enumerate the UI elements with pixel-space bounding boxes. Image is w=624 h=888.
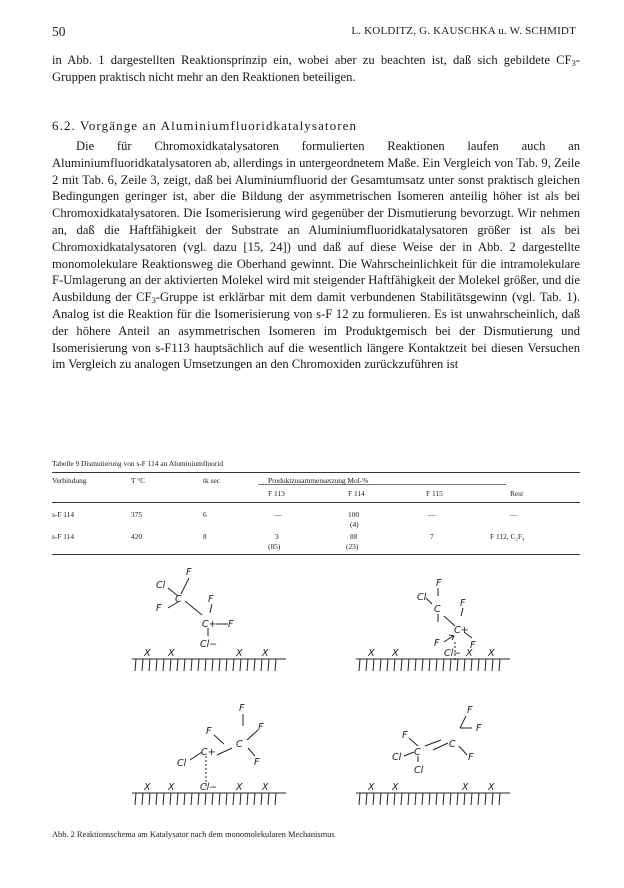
surface-hatch bbox=[415, 659, 416, 671]
figB-F-bottom: F bbox=[434, 638, 440, 649]
surface-hatch bbox=[471, 659, 472, 671]
row1-f115: — bbox=[428, 510, 436, 519]
row1-f114: 100 bbox=[348, 510, 360, 519]
surface-hatch bbox=[457, 659, 458, 671]
surface-hatch bbox=[422, 659, 423, 671]
figA-Cl: Cl bbox=[156, 580, 166, 591]
th-f113: F 113 bbox=[268, 489, 285, 498]
figA-X3: X bbox=[236, 648, 243, 659]
surface-hatch bbox=[184, 659, 185, 671]
surface-hatch bbox=[464, 659, 465, 671]
surface-hatch bbox=[436, 793, 437, 805]
th-f114: F 114 bbox=[348, 489, 365, 498]
figB-C: C bbox=[434, 604, 441, 615]
figA-C: C bbox=[175, 594, 182, 605]
figD-C2: C bbox=[449, 739, 456, 750]
surface-hatch bbox=[219, 793, 220, 805]
surface-hatch bbox=[163, 659, 164, 671]
surface-hatch bbox=[247, 659, 248, 671]
figD-X4: X bbox=[488, 782, 495, 793]
surface-hatch bbox=[394, 659, 395, 671]
figB-Cl: Cl bbox=[417, 592, 427, 603]
surface-hatch bbox=[191, 659, 192, 671]
surface-hatch bbox=[408, 659, 409, 671]
surface-hatch bbox=[485, 793, 486, 805]
figA-F-right: F bbox=[208, 594, 214, 605]
figA-X4: X bbox=[262, 648, 269, 659]
figD-F-left: F bbox=[402, 730, 408, 741]
page-number: 50 bbox=[52, 24, 66, 39]
row1-tk: 6 bbox=[203, 510, 207, 519]
figA-F-cplus: F bbox=[228, 619, 234, 630]
surface-hatch bbox=[422, 793, 423, 805]
row2-f114: 88 bbox=[350, 532, 358, 541]
surface-hatch bbox=[359, 793, 360, 805]
row1-verbindung: s-F 114 bbox=[52, 510, 75, 519]
surface-hatch bbox=[492, 793, 493, 805]
th-temp: T °C bbox=[131, 476, 146, 485]
surface-hatch bbox=[261, 793, 262, 805]
surface-hatch bbox=[380, 659, 381, 671]
surface-hatch bbox=[142, 659, 143, 671]
table-rule-top bbox=[52, 472, 580, 473]
figC-X4: X bbox=[262, 782, 269, 793]
figD-X2: X bbox=[392, 782, 399, 793]
surface-hatch bbox=[247, 793, 248, 805]
figC-F-top: F bbox=[239, 703, 245, 714]
figA-X1: X bbox=[144, 648, 151, 659]
paragraph-2: Die für Chromoxidkatalysatoren formulierten Reaktionen laufen auch an Aluminiumfluoridkatalysatoren ab, allerdings in untergeordnetem Maße. Ein Vergleich von Tab. 9, Zeile 2 mit Tab. 6, Zeile 3, zeigt, daß bei Aluminiumfluorid der Gesamtumsatz unter sonst praktisch gleichen Bedingungen geringer ist, aber die Bildung der asymmetrischen Isomeren anteilig höher ist als bei Chromoxidkatalysatoren. Die Isomerisierung wird gegenüber der Dismutierung bevorzugt. Wir nehmen an, daß die Haftfähigkeit der Substrate an Aluminiumfluoridkatalysatoren größer ist als bei Chromoxidkatalysatoren (vgl. dazu [15, 24]) und daß auf diese Weise der in Abb. 2 dargestellte monomolekulare Reaktionsweg die Oberhand gewinnt. Die Wahrscheinlichkeit für die intramolekulare F-Umlagerung an der aktivierten Molekel wird mit steigender Haftfähigkeit der Molekel größer, und die Ausbildung der $CF_3$-Gruppe ist erklärbar mit dem damit verbundenen Stabilitätsgewinn (vgl. Tab. 1). Analog ist die Reaktion für die Isomerisierung von s-F 12 zu formulieren. Es ist unwahrscheinlich, daß der höhere Anteil an asymmetrischen Isomeren im Produktgemisch bei der Dismutierung und Isomerisierung von s-F113 hauptsächlich auf die wesentlich längere Kontaktzeit bei diesen Versuchen im Vergleich zu analogen Umsetzungen an den Chromoxiden zurückzuführen ist bbox=[52, 139, 580, 372]
row1-rest: — bbox=[510, 510, 518, 519]
figA-Cl-minus: Cl− bbox=[200, 639, 218, 650]
surface-hatch bbox=[233, 793, 234, 805]
surface-hatch bbox=[436, 659, 437, 671]
surface-hatch bbox=[170, 659, 171, 671]
row2-f114-paren: (23) bbox=[346, 542, 359, 551]
surface-hatch bbox=[163, 793, 164, 805]
running-head: L. KOLDITZ, G. KAUSCHKA u. W. SCHMIDT bbox=[351, 25, 576, 37]
figD-F-top: F bbox=[467, 705, 473, 716]
row1-f114-paren: (4) bbox=[350, 520, 359, 529]
figB-Cl-minus: Cl− bbox=[444, 648, 462, 659]
figB-X3: X bbox=[466, 648, 473, 659]
surface-hatch bbox=[191, 793, 192, 805]
row2-f113-paren: (85) bbox=[268, 542, 281, 551]
figC-Cl: Cl bbox=[177, 758, 187, 769]
surface-hatch bbox=[142, 793, 143, 805]
figB-C-plus: C+ bbox=[454, 625, 469, 636]
surface-hatch bbox=[443, 793, 444, 805]
figC-F-left: F bbox=[206, 726, 212, 737]
row2-verbindung: s-F 114 bbox=[52, 532, 75, 541]
surface-hatch bbox=[380, 793, 381, 805]
surface-hatch bbox=[275, 793, 276, 805]
figD-X3: X bbox=[462, 782, 469, 793]
surface-hatch bbox=[366, 659, 367, 671]
figD-F-right: F bbox=[476, 723, 482, 734]
surface-hatch bbox=[240, 659, 241, 671]
row1-temp: 375 bbox=[131, 510, 143, 519]
figD-Cl-left: Cl bbox=[392, 752, 402, 763]
figC-C-plus: C+ bbox=[201, 747, 216, 758]
figD-C1: C bbox=[414, 747, 421, 758]
surface-hatch bbox=[499, 793, 500, 805]
th-tk: tk sec bbox=[203, 476, 221, 485]
figD-F-lower: F bbox=[468, 752, 474, 763]
surface-hatch bbox=[387, 659, 388, 671]
figA-X2: X bbox=[168, 648, 175, 659]
table-caption: Tabelle 9 Dismutierung von s-F 114 an Aluminiumfluorid bbox=[52, 459, 224, 468]
figD-X1: X bbox=[368, 782, 375, 793]
surface-hatch bbox=[359, 659, 360, 671]
figA-F-top: F bbox=[186, 567, 192, 578]
th-verbindung: Verbindung bbox=[52, 476, 87, 485]
surface-hatch bbox=[478, 659, 479, 671]
figB-X1: X bbox=[368, 648, 375, 659]
surface-hatch bbox=[373, 659, 374, 671]
surface-hatch bbox=[275, 659, 276, 671]
surface-hatch bbox=[415, 793, 416, 805]
row2-f113: 3 bbox=[275, 532, 279, 541]
page-header bbox=[52, 24, 576, 42]
surface-hatch bbox=[226, 793, 227, 805]
surface-hatch bbox=[464, 793, 465, 805]
surface-hatch bbox=[429, 659, 430, 671]
figC-X1: X bbox=[144, 782, 151, 793]
figB-F-right: F bbox=[460, 598, 466, 609]
surface-hatch bbox=[149, 659, 150, 671]
paragraph-1: in Abb. 1 dargestellten Reaktionsprinzip ein, wobei aber zu beachten ist, daß sich gebildete $CF_3$-Gruppen praktisch nicht mehr an den Reaktionen beteiligen. bbox=[52, 53, 580, 84]
figure-caption: Abb. 2 Reaktionsschema am Katalysator nach dem monomolekularen Mechanismus bbox=[52, 830, 335, 839]
surface-hatch bbox=[135, 793, 136, 805]
figA-C-plus: C+ bbox=[202, 619, 217, 630]
surface-hatch bbox=[198, 659, 199, 671]
surface-hatch bbox=[184, 793, 185, 805]
row1-f113: — bbox=[274, 510, 282, 519]
surface-hatch bbox=[450, 793, 451, 805]
surface-hatch bbox=[366, 793, 367, 805]
surface-hatch bbox=[408, 793, 409, 805]
th-f115: F 115 bbox=[426, 489, 443, 498]
surface-hatch bbox=[135, 659, 136, 671]
surface-hatch bbox=[233, 659, 234, 671]
reaction-scheme-svg bbox=[52, 560, 580, 826]
th-rest: Rest bbox=[510, 489, 524, 498]
surface-hatch bbox=[212, 793, 213, 805]
surface-hatch bbox=[268, 793, 269, 805]
surface-hatch bbox=[170, 793, 171, 805]
row2-f115: 7 bbox=[430, 532, 434, 541]
surface-hatch bbox=[499, 659, 500, 671]
surface-hatch bbox=[492, 659, 493, 671]
surface-hatch bbox=[240, 793, 241, 805]
figC-C: C bbox=[236, 739, 243, 750]
surface-hatch bbox=[471, 793, 472, 805]
surface-hatch bbox=[443, 659, 444, 671]
surface-hatch bbox=[261, 659, 262, 671]
figD-Cl-bottom: Cl bbox=[414, 765, 424, 776]
surface-hatch bbox=[478, 793, 479, 805]
surface-hatch bbox=[450, 659, 451, 671]
figB-F-top: F bbox=[436, 578, 442, 589]
surface-hatch bbox=[156, 793, 157, 805]
surface-hatch bbox=[429, 793, 430, 805]
figC-X2: X bbox=[168, 782, 175, 793]
surface-hatch bbox=[268, 659, 269, 671]
surface-hatch bbox=[149, 793, 150, 805]
figC-X3: X bbox=[236, 782, 243, 793]
surface-hatch bbox=[205, 659, 206, 671]
surface-hatch bbox=[156, 659, 157, 671]
surface-hatch bbox=[254, 659, 255, 671]
table-rule-bottom bbox=[52, 554, 580, 555]
figC-F-right: F bbox=[258, 722, 264, 733]
figB-F-cplus: F bbox=[470, 640, 476, 651]
surface-hatch bbox=[212, 659, 213, 671]
surface-hatch bbox=[401, 659, 402, 671]
surface-hatch bbox=[485, 659, 486, 671]
surface-hatch bbox=[226, 659, 227, 671]
row2-rest: F 112, C₂F₄ bbox=[490, 532, 525, 541]
surface-hatch bbox=[387, 793, 388, 805]
figB-X2: X bbox=[392, 648, 399, 659]
figB-X4: X bbox=[488, 648, 495, 659]
surface-hatch bbox=[394, 793, 395, 805]
surface-hatch bbox=[177, 793, 178, 805]
surface-hatch bbox=[205, 793, 206, 805]
surface-hatch bbox=[254, 793, 255, 805]
figC-Cl-minus: Cl− bbox=[200, 782, 218, 793]
surface-hatch bbox=[198, 793, 199, 805]
row2-temp: 420 bbox=[131, 532, 143, 541]
reaction-scheme-figure bbox=[52, 560, 580, 826]
figA-F-left: F bbox=[156, 603, 162, 614]
th-group: Produktzusammensetzung Mol-% bbox=[268, 476, 369, 485]
figC-F-bottom: F bbox=[254, 757, 260, 768]
surface-hatch bbox=[401, 793, 402, 805]
row2-tk: 8 bbox=[203, 532, 207, 541]
table-rule-mid bbox=[52, 502, 580, 503]
surface-hatch bbox=[219, 659, 220, 671]
surface-hatch bbox=[177, 659, 178, 671]
surface-hatch bbox=[457, 793, 458, 805]
section-heading: 6.2. Vorgänge an Aluminiumfluoridkatalysatoren bbox=[52, 118, 358, 133]
surface-hatch bbox=[373, 793, 374, 805]
